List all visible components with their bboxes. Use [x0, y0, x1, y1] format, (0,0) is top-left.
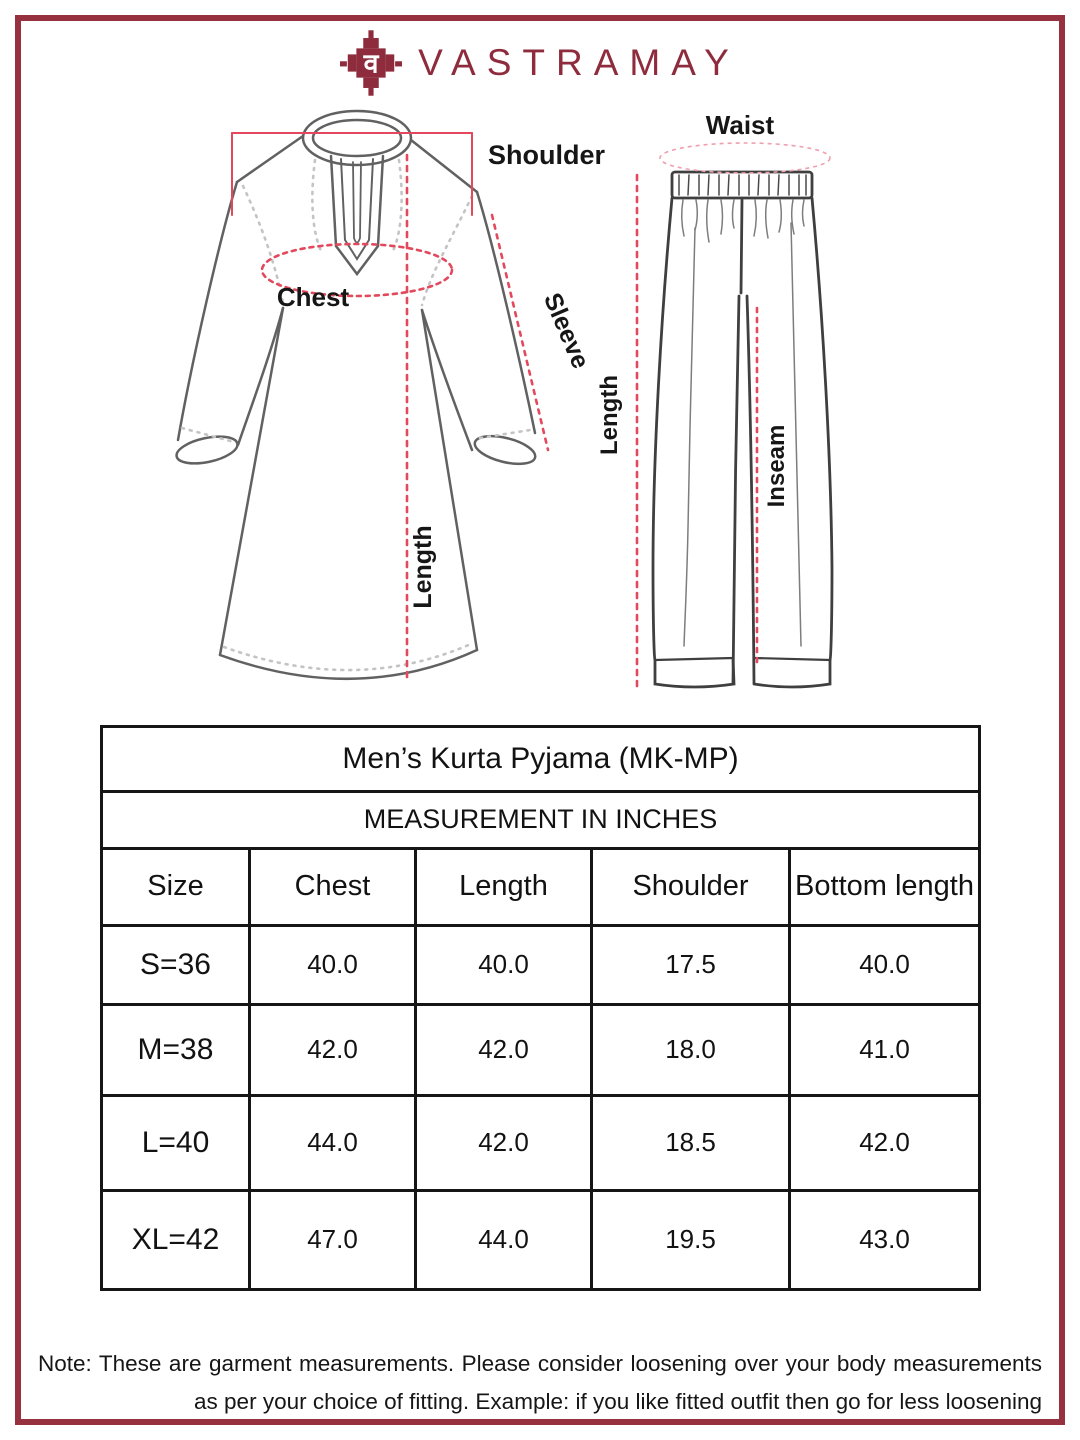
pyjama-waist-label: Waist: [705, 110, 775, 140]
kurta-shoulder-label: Shoulder: [488, 140, 606, 170]
table-subtitle: MEASUREMENT IN INCHES: [102, 792, 980, 849]
bottom-length-cell: 43.0: [790, 1191, 980, 1290]
pyjama-inseam-label: Inseam: [763, 424, 790, 508]
length-cell: 42.0: [416, 1005, 592, 1096]
chest-cell: 40.0: [250, 926, 416, 1005]
pyjama-length-label: Length: [596, 375, 623, 455]
size-cell: M=38: [102, 1005, 250, 1096]
size-cell: S=36: [102, 926, 250, 1005]
col-header-length: Length: [416, 849, 592, 926]
table-title: Men’s Kurta Pyjama (MK-MP): [102, 727, 980, 792]
length-cell: 44.0: [416, 1191, 592, 1290]
bottom-length-cell: 42.0: [790, 1096, 980, 1191]
col-header-bottom-length: Bottom length: [790, 849, 980, 926]
kurta-sleeve-label: Sleeve: [537, 288, 595, 373]
note-line-1: Note: These are garment measurements. Please consider loosening over your body measurements: [38, 1350, 1042, 1376]
shoulder-cell: 17.5: [592, 926, 790, 1005]
note-line-2: as per your choice of fitting. Example: if you like fitted outfit then go for less loosening: [194, 1388, 1042, 1414]
shoulder-cell: 19.5: [592, 1191, 790, 1290]
kurta-length-label: Length: [409, 525, 437, 609]
brand-name: VASTRAMAY: [418, 42, 740, 83]
col-header-chest: Chest: [250, 849, 416, 926]
page-border-frame: [15, 15, 1065, 1425]
bottom-length-cell: 41.0: [790, 1005, 980, 1096]
kurta-chest-label: Chest: [276, 282, 350, 312]
col-header-size: Size: [102, 849, 250, 926]
shoulder-cell: 18.0: [592, 1005, 790, 1096]
chest-cell: 47.0: [250, 1191, 416, 1290]
bottom-length-cell: 40.0: [790, 926, 980, 1005]
chest-cell: 44.0: [250, 1096, 416, 1191]
shoulder-cell: 18.5: [592, 1096, 790, 1191]
length-cell: 42.0: [416, 1096, 592, 1191]
size-cell: XL=42: [102, 1191, 250, 1290]
size-cell: L=40: [102, 1096, 250, 1191]
chest-cell: 42.0: [250, 1005, 416, 1096]
col-header-shoulder: Shoulder: [592, 849, 790, 926]
length-cell: 40.0: [416, 926, 592, 1005]
logo-glyph: व: [363, 48, 379, 79]
